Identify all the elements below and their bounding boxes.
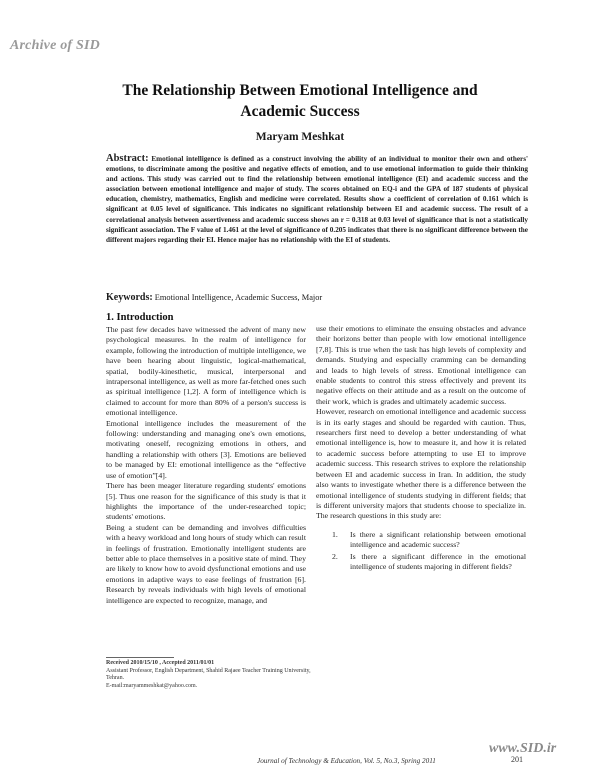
journal-citation: Journal of Technology & Education, Vol. 5, No.3, Spring 2011: [257, 757, 436, 765]
footnote: [106, 660, 316, 690]
title-line-1: The Relationship Between Emotional Intelligence and: [122, 82, 478, 99]
question-text: Is there a significant relationship between emotional intelligence and academic success?: [350, 529, 526, 550]
intro-paragraph-2: Emotional intelligence includes the measurement of the following: understanding and managing one's own emotions, motivating oneself, recognizing emotions in others, and handling a relationship with others [3]. Emotions are believed to be managed by EI: emotional intelligence as the “effective use of emotion”[4].: [106, 418, 306, 480]
author-affiliation: Assistant Professor, English Department, Shahid Rajaee Teacher Training University, Tehran.: [106, 667, 311, 682]
intro-paragraph-3: There has been meager literature regarding students' emotions [5]. Thus one reason for the significance of this study is that it highlights the importance of the under-researched topic; students' emotions.: [106, 481, 306, 522]
right-column: [316, 324, 526, 573]
author-email: E-mail:maryammeshkat@yahoo.com.: [106, 682, 198, 689]
question-number: 1.: [332, 529, 338, 539]
keywords: [106, 292, 322, 303]
question-text: Is there a significant difference in the emotional intelligence of students majoring in different fields?: [350, 551, 526, 571]
list-item: [332, 552, 526, 573]
intro-paragraph-6: However, research on emotional intelligence and academic success is in its early stages and should be regarded with caution. Thus, researchers first need to develop a better understanding of what emotional intelligence is, how to measure it, and how it is related to academic success before attempting to use EI to improve academic success. This research strives to explore the relationship between EI and academic success in Iran. In addition, the study also wants to investigate whether there is a difference between the emotional intelligence of students studying in different fields; that is different university majors that students choose to specialize in. The research questions in this study are:: [316, 407, 526, 521]
intro-paragraph-4: Being a student can be demanding and involves difficulties with a heavy workload and long hours of study which can result in feelings of frustration. Emotionally intelligent students are better able to place themselves in a positive state of mind. They are likely to know how to avoid dysfunctional emotions and use emotions in adaptive ways to ease feelings of frustration [6]. Research by reveals individuals with high levels of emotional intelligence are expected to recognize, manage, and: [106, 522, 306, 605]
intro-paragraph-1: The past few decades have witnessed the advent of many new psychological measures. In the realm of intelligence for example, following the introduction of multiple intelligence, we have been hearing about linguistic, logical-mathematical, spatial, bodily-kinesthetic, musical, interpersonal and intrapersonal intelligence, as well as more far-fetched ones such as spiritual intelligence [1,2]. A form of intelligence which is claimed to account for more than 80% of a person's success is emotional intelligence.: [106, 325, 306, 418]
abstract-text: Emotional intelligence is defined as a construct involving the ability of an individual to monitor their own and others' emotions, to discriminate among the positive and negative effects of emotion, and to use emotional information to guide their thinking and actions. This study was carried out to find the relationship between emotional intelligence (EI) and academic success and the association between emotional intelligence and major of study. The scores obtained on EQ-i and the GPA of 187 students of physical education, chemistry, mathematics, English and medicine were correlated. Results show a coefficient of correlation of 0.161 which is significant at 0.05 level of significance. This indicates no significant relationship between EI and academic success. The result of a correlational analysis between assertiveness and academic success shows an r = 0.318 at 0.03 level of significance that is not a statistically significant association. The F value of 1.461 at the level of significance of 0.205 indicates that there is no significant difference between the different majors regarding their EI. Hence major has no relationship with the EI of students.: [106, 155, 528, 244]
abstract: [106, 154, 528, 245]
site-watermark: www.SID.ir: [489, 741, 557, 756]
archive-watermark: Archive of SID: [10, 38, 100, 53]
footnote-divider: [106, 657, 174, 658]
paper-title: [60, 80, 540, 122]
page-number: 201: [511, 755, 523, 764]
intro-paragraph-5: use their emotions to eliminate the ensuing obstacles and advance their horizons better than people with low emotional intelligence [7,8]. This is true when the task has high levels of complexity and demands. Studying and especially cramming can be demanding and leads to high levels of stress. Emotional intelligence can enable students to control this stress effectively and prevent its negative effects on their attitude and as a result on the outcome of their work, which is grades and ultimately academic success.: [316, 324, 526, 406]
left-column: [106, 312, 306, 606]
research-questions: [316, 530, 526, 573]
title-line-2: Academic Success: [240, 103, 360, 120]
question-number: 2.: [332, 551, 338, 561]
keywords-text: Emotional Intelligence, Academic Success, Major: [154, 293, 323, 302]
author-name: Maryam Meshkat: [255, 131, 345, 143]
keywords-label: Keywords:: [106, 292, 153, 303]
received-accepted-dates: Received 2010/15/10 , Accepted 2011/01/01: [106, 660, 215, 666]
section-heading-introduction: 1. Introduction: [106, 312, 174, 323]
abstract-label: Abstract:: [106, 153, 149, 164]
list-item: [332, 530, 526, 551]
